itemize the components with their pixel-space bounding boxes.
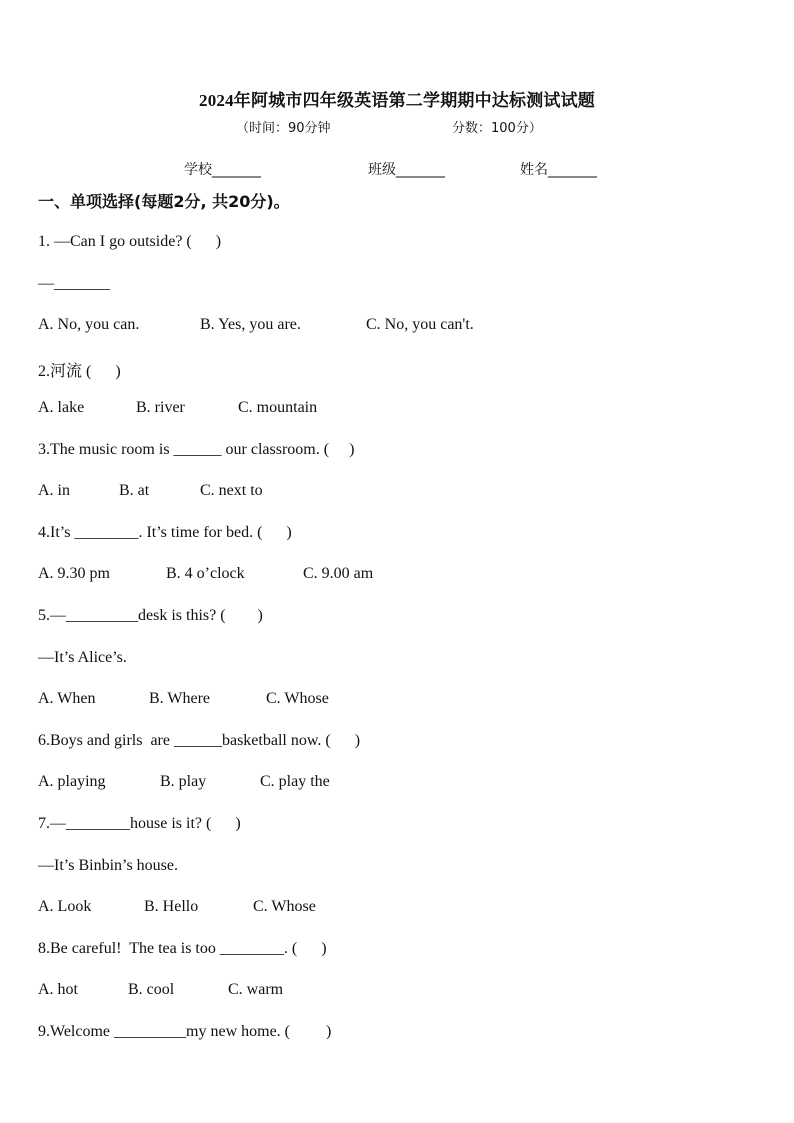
exam-title: 2024年阿城市四年级英语第二学期期中达标测试试题 — [199, 91, 595, 110]
question-9-stem: 9.Welcome _________my new home. ( ) — [38, 1023, 332, 1040]
question-2-stem: 2.河流 ( ) — [38, 363, 121, 380]
option-b: B. cool — [128, 981, 175, 998]
option-a: A. in — [38, 482, 70, 499]
option-c: C. mountain — [238, 399, 318, 416]
option-b: B. Yes, you are. — [200, 316, 301, 333]
question-5-answer-line: —It’s Alice’s. — [38, 649, 127, 666]
question-3-stem: 3.The music room is ______ our classroom. ( ) — [38, 441, 355, 458]
option-c: C. warm — [228, 981, 284, 998]
option-b: B. river — [136, 399, 185, 416]
question-7-answer-line: —It’s Binbin’s house. — [38, 857, 179, 874]
option-c: C. next to — [200, 482, 263, 499]
option-b: B. play — [160, 773, 207, 790]
school-field: 学校_______ — [184, 162, 261, 178]
option-c: C. 9.00 am — [303, 565, 374, 582]
question-2-options — [38, 399, 738, 421]
option-b: B. 4 o’clock — [166, 565, 245, 582]
question-7-options — [38, 898, 738, 920]
option-a: A. Look — [38, 898, 92, 915]
exam-score: 分数：100分） — [452, 121, 542, 136]
exam-time: （时间：90分钟 — [236, 121, 331, 136]
option-a: A. lake — [38, 399, 85, 416]
option-c: C. play the — [260, 773, 330, 790]
question-8-options — [38, 981, 738, 1003]
option-a: A. hot — [38, 981, 78, 998]
option-c: C. Whose — [266, 690, 329, 707]
name-field: 姓名_______ — [520, 162, 597, 178]
option-b: B. Hello — [144, 898, 199, 915]
section-heading: 一、单项选择(每题2分, 共20分)。 — [38, 192, 290, 211]
student-info — [0, 159, 794, 181]
question-5-stem: 5.—_________desk is this? ( ) — [38, 607, 263, 624]
class-field: 班级_______ — [368, 162, 445, 178]
exam-meta — [0, 117, 794, 137]
question-3-options — [38, 482, 738, 504]
option-a: A. No, you can. — [38, 316, 140, 333]
option-b: B. at — [119, 482, 150, 499]
question-6-stem: 6.Boys and girls are ______basketball now. ( ) — [38, 732, 361, 749]
question-1-stem: 1. —Can I go outside? ( ) — [38, 233, 222, 250]
question-8-stem: 8.Be careful! The tea is too ________. ( ) — [38, 940, 327, 957]
question-1-options — [38, 316, 738, 338]
question-4-stem: 4.It’s ________. It’s time for bed. ( ) — [38, 524, 292, 541]
question-5-options — [38, 690, 738, 712]
option-c: C. No, you can't. — [366, 316, 474, 333]
question-1-answer-line: —_______ — [38, 275, 110, 292]
option-b: B. Where — [149, 690, 211, 707]
question-6-options — [38, 773, 738, 795]
option-a: A. When — [38, 690, 96, 707]
option-a: A. playing — [38, 773, 106, 790]
option-c: C. Whose — [253, 898, 316, 915]
question-4-options — [38, 565, 738, 587]
question-7-stem: 7.—________house is it? ( ) — [38, 815, 241, 832]
option-a: A. 9.30 pm — [38, 565, 110, 582]
